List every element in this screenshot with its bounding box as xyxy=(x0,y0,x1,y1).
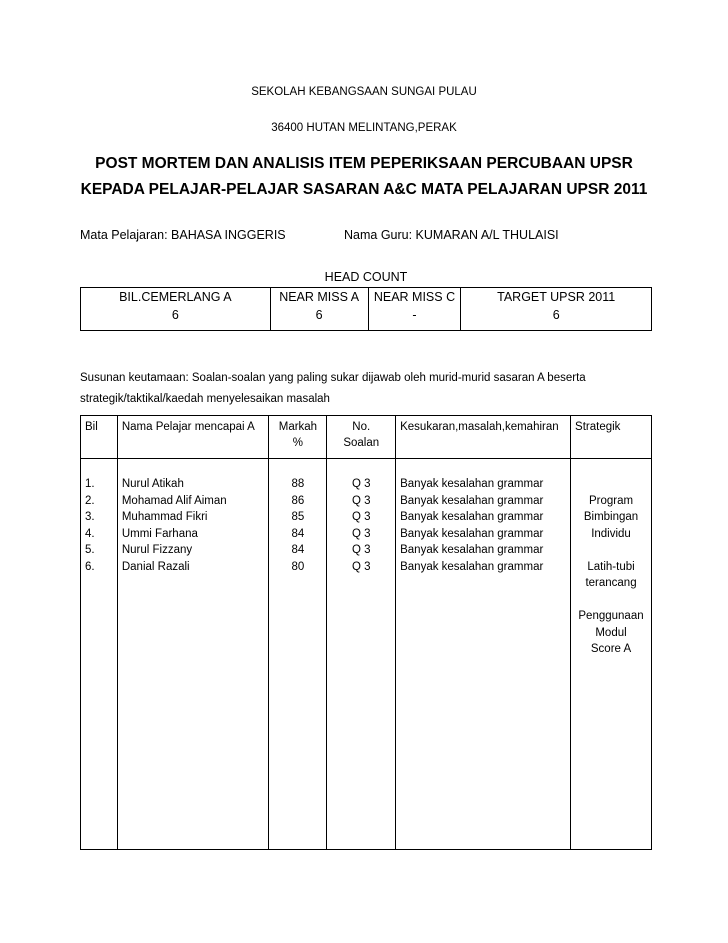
strategy-line: Bimbingan xyxy=(583,511,639,523)
difficulty-text: Banyak kesalahan grammar xyxy=(400,527,544,540)
header-strategy: Strategik xyxy=(571,416,652,459)
teacher-label: Nama Guru: KUMARAN A/L THULAISI xyxy=(344,228,559,242)
student-mark: 84 xyxy=(291,527,305,540)
head-count-col-near-miss-c: NEAR MISS C xyxy=(368,288,461,307)
difficulty-text: Banyak kesalahan grammar xyxy=(400,478,544,490)
strategy-line: Modul xyxy=(595,626,627,639)
question-number: Q 3 xyxy=(351,544,371,556)
head-count-title: HEAD COUNT xyxy=(324,270,408,284)
list-item: 3. xyxy=(85,511,95,523)
strategy-line xyxy=(575,476,647,493)
difficulty-text: Banyak kesalahan grammar xyxy=(400,511,544,523)
header-question-no xyxy=(327,416,396,459)
student-mark: 80 xyxy=(291,560,305,573)
head-count-col-cemerlang: BIL.CEMERLANG A xyxy=(81,288,271,307)
question-number: Q 3 xyxy=(351,494,371,507)
strategy-line: Latih-tubi xyxy=(587,560,635,573)
mark-column xyxy=(269,459,327,850)
list-item: 1. xyxy=(85,478,95,490)
difficulty-text: Banyak kesalahan grammar xyxy=(400,560,544,573)
student-name: Mohamad Alif Aiman xyxy=(121,494,227,507)
school-address: 36400 HUTAN MELINTANG,PERAK xyxy=(271,122,457,134)
name-column xyxy=(117,459,269,850)
head-count-col-target: TARGET UPSR 2011 xyxy=(461,288,652,307)
question-number: Q 3 xyxy=(351,478,371,490)
strategy-line: Penggunaan xyxy=(578,610,644,622)
strategy-line: Score A xyxy=(590,643,632,655)
head-count-val-near-miss-c: - xyxy=(368,306,461,331)
question-number: Q 3 xyxy=(351,511,371,523)
header-mark xyxy=(269,416,327,459)
strategy-line: Individu xyxy=(591,527,631,540)
analysis-table xyxy=(80,415,652,850)
strategy-column xyxy=(571,459,652,850)
list-item: 2. xyxy=(85,494,95,507)
list-item: 6. xyxy=(85,560,95,573)
head-count-val-cemerlang: 6 xyxy=(81,306,271,331)
head-count-col-near-miss-a: NEAR MISS A xyxy=(270,288,368,307)
document-title-line2: KEPADA PELAJAR-PELAJAR SASARAN A&C MATA PELAJARAN UPSR 2011 xyxy=(80,181,648,198)
list-item: 4. xyxy=(85,527,95,540)
header-difficulty: Kesukaran,masalah,kemahiran xyxy=(396,416,571,459)
school-name: SEKOLAH KEBANGSAAN SUNGAI PULAU xyxy=(251,86,477,98)
header-no-line2: Soalan xyxy=(343,437,380,449)
header-bil: Bil xyxy=(81,416,118,459)
difficulty-text: Banyak kesalahan grammar xyxy=(400,544,544,556)
list-item: 5. xyxy=(85,544,95,556)
student-name: Danial Razali xyxy=(121,560,190,573)
header-no-line1: No. xyxy=(352,421,371,433)
student-name: Nurul Atikah xyxy=(121,478,184,490)
student-mark: 86 xyxy=(291,494,305,507)
difficulty-text: Banyak kesalahan grammar xyxy=(400,494,544,507)
question-number: Q 3 xyxy=(351,527,371,540)
header-mark-line1: Markah xyxy=(278,421,318,433)
student-mark: 85 xyxy=(291,511,305,523)
strategy-line: Program xyxy=(588,494,634,507)
student-name: Ummi Farhana xyxy=(121,527,198,540)
head-count-val-target: 6 xyxy=(461,306,652,331)
header-mark-line2: % xyxy=(292,437,304,449)
student-mark: 84 xyxy=(291,544,305,556)
question-column xyxy=(327,459,396,850)
student-name: Muhammad Fikri xyxy=(121,511,208,523)
document-title-line1: POST MORTEM DAN ANALISIS ITEM PEPERIKSAAN PERCUBAAN UPSR xyxy=(95,155,633,172)
subject-label: Mata Pelajaran: BAHASA INGGERIS xyxy=(80,228,286,242)
question-number: Q 3 xyxy=(351,560,371,573)
header-name: Nama Pelajar mencapai A xyxy=(117,416,269,459)
head-count-table xyxy=(80,287,652,331)
student-mark: 88 xyxy=(291,478,305,490)
head-count-val-near-miss-a: 6 xyxy=(270,306,368,331)
difficulty-column xyxy=(396,459,571,850)
priority-description: Susunan keutamaan: Soalan-soalan yang paling sukar dijawab oleh murid-murid sasaran A beserta strategik/taktikal/kaedah menyelesaikan masalah xyxy=(80,372,586,405)
strategy-line: terancang xyxy=(585,577,637,589)
bil-column xyxy=(81,459,118,850)
student-name: Nurul Fizzany xyxy=(121,544,193,556)
